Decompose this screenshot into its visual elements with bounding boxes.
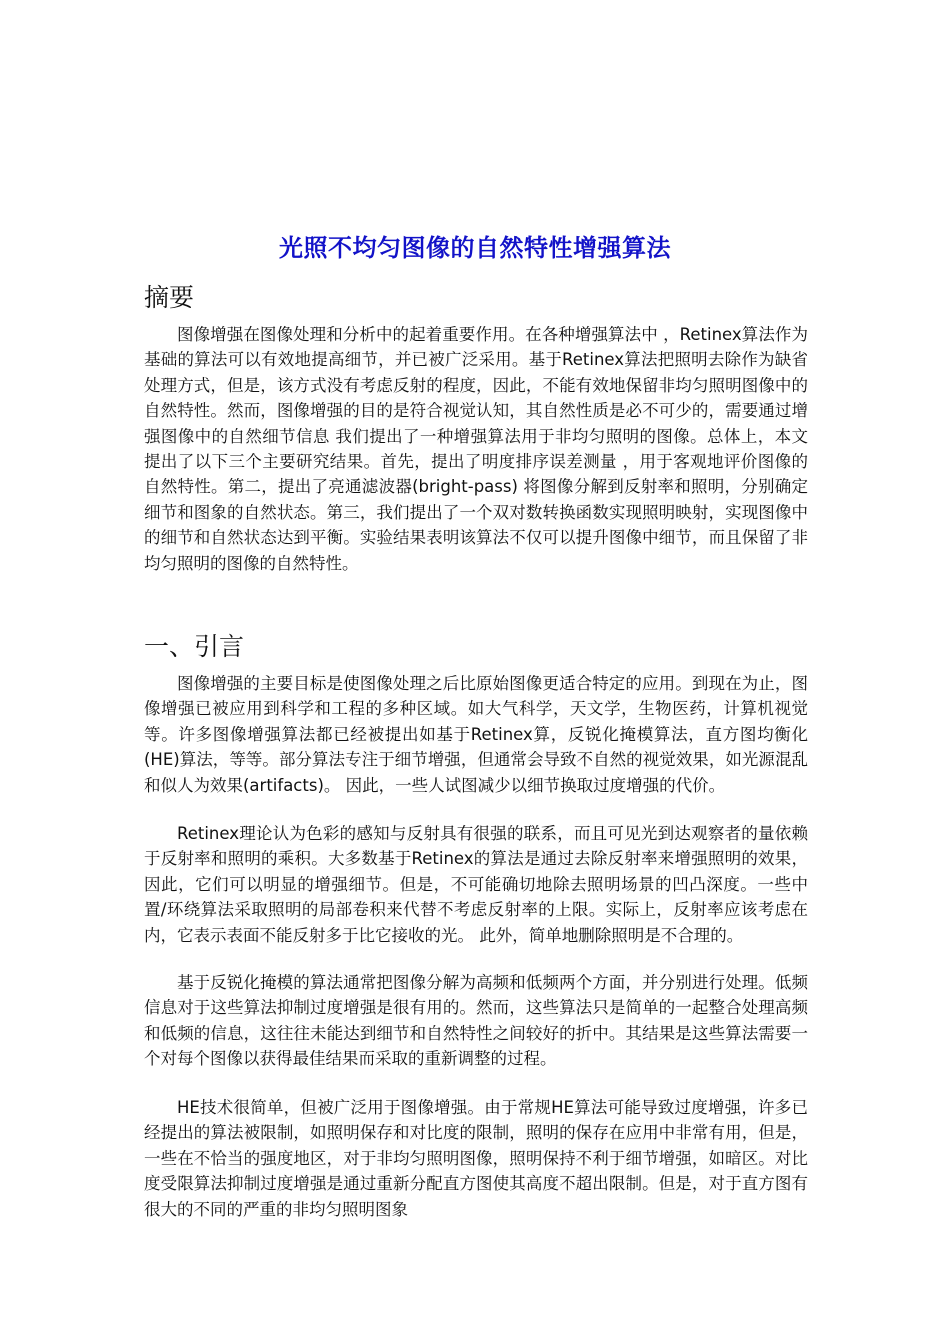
introduction-heading: 一、引言: [144, 632, 245, 661]
intro-paragraph-3: 基于反锐化掩模的算法通常把图像分解为高频和低频两个方面，并分别进行处理。低频信息对于这些算法抑制过度增强是很有用的。然而，这些算法只是简单的一起整合处理高频和低频的信息，这往往未能达到细节和自然特性之间较好的折中。其结果是这些算法需要一个对每个图像以获得最佳结果而采取的重新调整的过程。: [144, 973, 808, 1069]
abstract-paragraph: 图像增强在图像处理和分析中的起着重要作用。在各种增强算法中 ，Retinex算法作为基础的算法可以有效地提高细节，并已被广泛采用。基于Retinex算法把照明去除作为缺省处理方式，但是，该方式没有考虑反射的程度，因此，不能有效地保留非均匀照明图像中的自然特性。然而，图像增强的目的是符合视觉认知，其自然性质是必不可少的，需要通过增强图像中的自然细节信息 我们提出了一种增强算法用于非均匀照明的图像。总体上，本文提出了以下三个主要研究结果。首先，提出了明度排序误差测量 ，用于客观地评价图像的自然特性。第二，提出了亮通滤波器(bright-pass) 将图像分解到反射率和照明，分别确定细节和图象的自然状态。第三，我们提出了一个双对数转换函数实现照明映射，实现图像中的细节和自然状态达到平衡。实验结果表明该算法不仅可以提升图像中细节，而且保留了非均匀照明的图像的自然特性。: [144, 325, 808, 573]
abstract-heading: 摘要: [144, 283, 195, 312]
intro-paragraph-4: HE技术很简单，但被广泛用于图像增强。由于常规HE算法可能导致过度增强，许多已经提出的算法被限制，如照明保存和对比度的限制，照明的保存在应用中非常有用，但是，一些在不恰当的强度地区，对于非均匀照明图像，照明保持不利于细节增强，如暗区。对比度受限算法抑制过度增强是通过重新分配直方图使其高度不超出限制。但是，对于直方图有很大的不同的严重的非均匀照明图象: [144, 1098, 808, 1219]
paper-title: 光照不均匀图像的自然特性增强算法: [279, 234, 671, 262]
intro-paragraph-1: 图像增强的主要目标是使图像处理之后比原始图像更适合特定的应用。到现在为止，图像增强已被应用到科学和工程的多种区域。如大气科学，天文学，生物医药，计算机视觉等。许多图像增强算法都已经被提出如基于Retinex算，反锐化掩模算法，直方图均衡化(HE)算法，等等。部分算法专注于细节增强，但通常会导致不自然的视觉效果，如光源混乱和似人为效果(artifacts)。 因此，一些人试图减少以细节换取过度增强的代价。: [144, 674, 808, 795]
intro-paragraph-2: Retinex理论认为色彩的感知与反射具有很强的联系，而且可见光到达观察者的量依赖于反射率和照明的乘积。大多数基于Retinex的算法是通过去除反射率来增强照明的效果，因此，它们可以明显的增强细节。但是，不可能确切地除去照明场景的凹凸深度。一些中置/环绕算法采取照明的局部卷积来代替不考虑反射率的上限。实际上，反射率应该考虑在内，它表示表面不能反射多于比它接收的光。 此外，简单地删除照明是不合理的。: [144, 824, 808, 945]
